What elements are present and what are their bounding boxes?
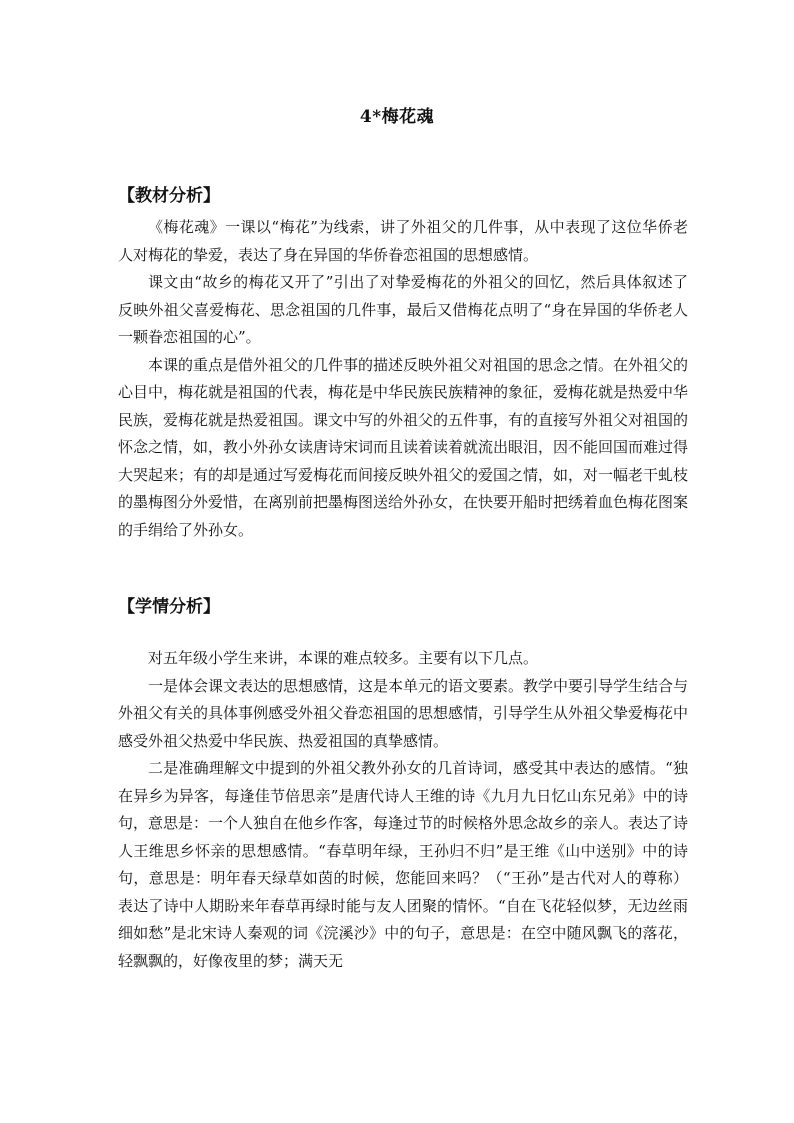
section-learner-analysis: [118, 593, 688, 975]
paragraph: 课文由“故乡的梅花又开了”引出了对挚爱梅花的外祖父的回忆，然后具体叙述了反映外祖父喜爱梅花、思念祖国的几件事，最后又借梅花点明了“身在异国的华侨老人一颗眷恋祖国的心”。: [118, 273, 688, 346]
section-heading: 【教材分析】: [118, 186, 220, 206]
paragraph: 二是准确理解文中提到的外祖父教外孙女的几首诗词，感受其中表达的感情。“独在异乡为异客，每逢佳节倍思亲”是唐代诗人王维的诗《九月九日忆山东兄弟》中的诗句，意思是：一个人独自在他乡作客，每逢过节的时候格外思念故乡的亲人。表达了诗人王维思乡怀亲的思想感情。“春草明年绿，王孙归不归”是王维《山中送别》中的诗句，意思是：明年春天绿草如茵的时候，您能回来吗？（“王孙”是古代对人的尊称）表达了诗中人期盼来年春草再绿时能与友人团聚的情怀。“自在飞花轻似梦，无边丝雨细如愁”是北宋诗人秦观的词《浣溪沙》中的句子，意思是：在空中随风飘飞的落花，轻飘飘的，好像夜里的梦；满天无: [118, 759, 689, 970]
section-textbook-analysis: [118, 182, 688, 544]
paragraph: 一是体会课文表达的思想感情，这是本单元的语文要素。教学中要引导学生结合与外祖父有关的具体事例感受外祖父眷恋祖国的思想感情，引导学生从外祖父挚爱梅花中感受外祖父热爱中华民族、热爱祖国的真挚感情。: [118, 676, 689, 750]
paragraph: 本课的重点是借外祖父的几件事的描述反映外祖父对祖国的思念之情。在外祖父的心目中，梅花就是祖国的代表，梅花是中华民族民族精神的象征，爱梅花就是热爱中华民族，爱梅花就是热爱祖国。课文中写的外祖父的五件事，有的直接写外祖父对祖国的怀念之情，如，教小外孙女读唐诗宋词而且读着读着就流出眼泪，因不能回国而难过得大哭起来；有的却是通过写爱梅花而间接反映外祖父的爱国之情，如，对一幅老干虬枝的墨梅图分外爱惜，在离别前把墨梅图送给外孙女，在快要开船时把绣着血色梅花图案的手绢给了外孙女。: [118, 355, 689, 539]
document-title: 4*梅花魂: [359, 107, 435, 127]
paragraph: 对五年级小学生来讲，本课的难点较多。主要有以下几点。: [148, 649, 539, 667]
paragraph: 《梅花魂》一课以“梅花”为线索，讲了外祖父的几件事，从中表现了这位华侨老人对梅花的挚爱，表达了身在异国的华侨眷恋祖国的思想感情。: [118, 218, 688, 264]
section-heading: 【学情分析】: [118, 597, 220, 617]
